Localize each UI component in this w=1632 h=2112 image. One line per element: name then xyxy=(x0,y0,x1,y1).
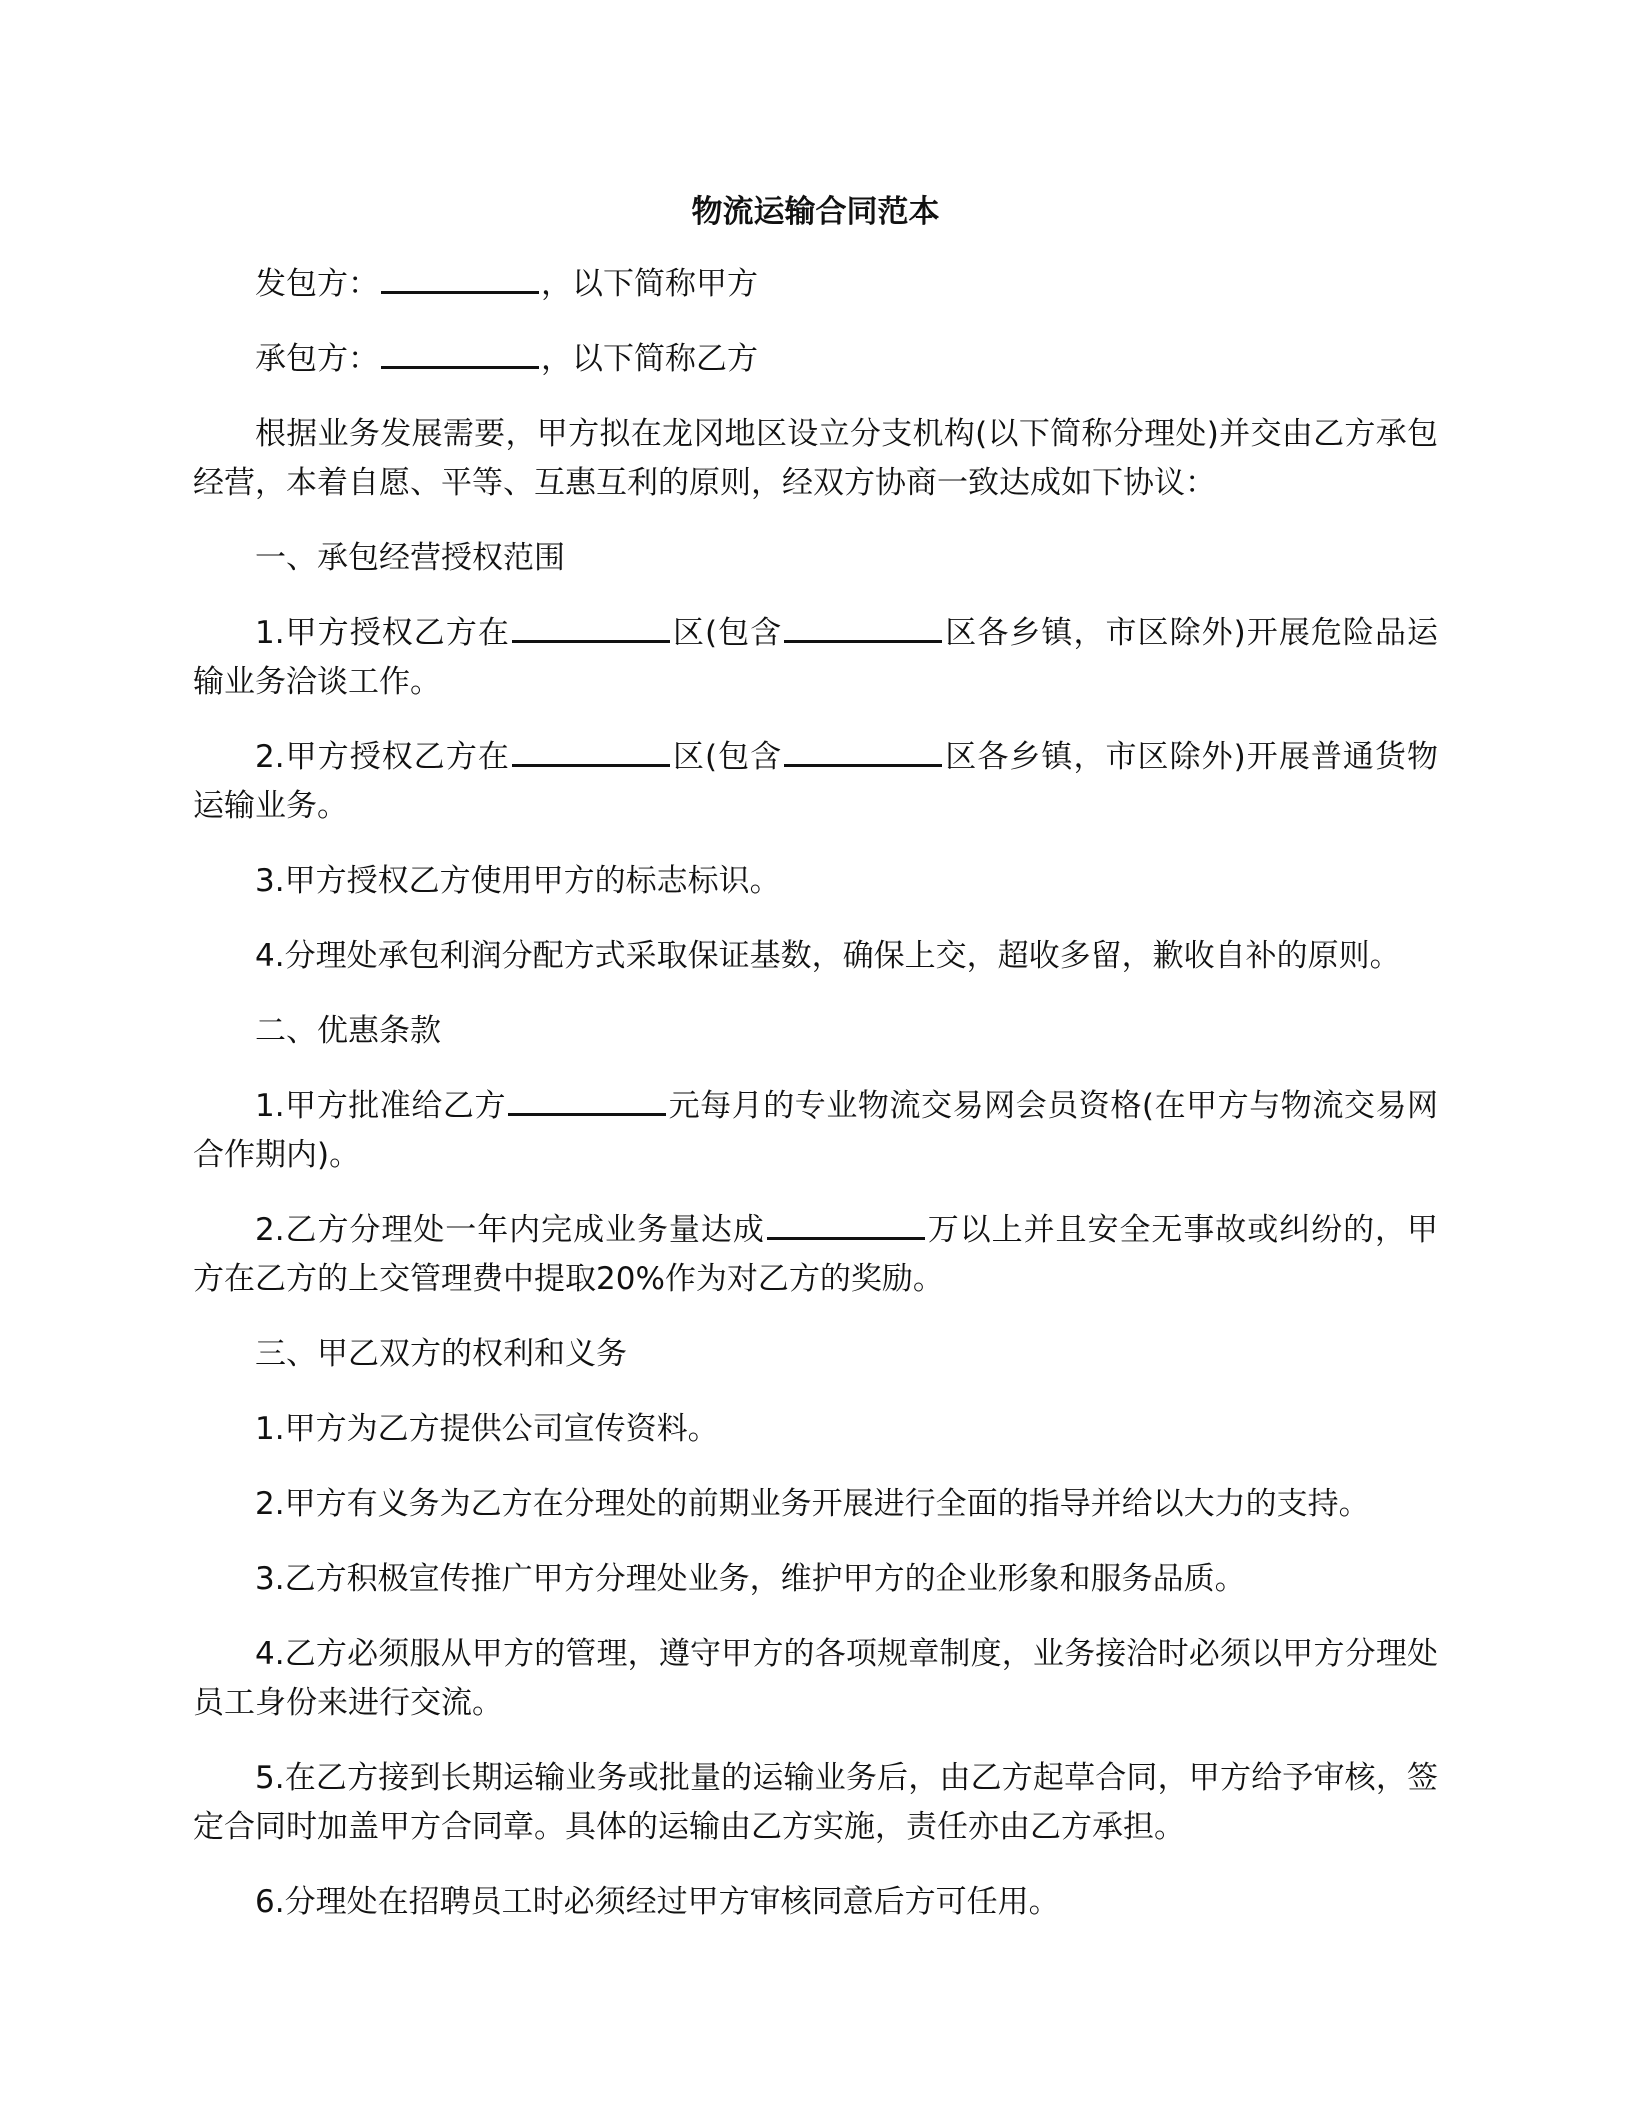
paragraph xyxy=(193,1330,1438,1379)
fill-in-blank xyxy=(512,614,670,643)
paragraph xyxy=(193,260,1438,309)
paragraph xyxy=(193,534,1438,583)
paragraph xyxy=(193,1630,1438,1728)
paragraph-text: 一、承包经营授权范围 xyxy=(255,540,565,576)
paragraph xyxy=(193,733,1438,831)
fill-in-blank xyxy=(508,1087,666,1116)
fill-in-blank xyxy=(767,1211,925,1240)
paragraph xyxy=(193,1754,1438,1852)
paragraph xyxy=(193,1206,1438,1304)
paragraph-text: 万以上并且安全无事故或纠纷的，甲方在乙方的上交管理费中提取20%作为对乙方的奖励。 xyxy=(193,1212,1439,1297)
paragraph-text: 根据业务发展需要，甲方拟在龙冈地区设立分支机构(以下简称分理处)并交由乙方承包经营，本着自愿、平等、互惠互利的原则，经双方协商一致达成如下协议： xyxy=(193,416,1438,501)
fill-in-blank xyxy=(381,340,539,369)
paragraph-text: 2.乙方分理处一年内完成业务量达成 xyxy=(255,1212,765,1248)
document-body xyxy=(193,190,1438,1953)
paragraph-text: 区(包含 xyxy=(671,739,783,775)
paragraph xyxy=(193,857,1438,906)
paragraph-text: ，以下简称甲方 xyxy=(541,266,758,302)
paragraph-text: 1.甲方批准给乙方 xyxy=(255,1088,507,1124)
paragraph xyxy=(193,410,1438,508)
paragraph-list xyxy=(193,260,1438,1927)
paragraph-text: 元每月的专业物流交易网会员资格(在甲方与物流交易网合作期内)。 xyxy=(193,1088,1439,1173)
paragraph-text: 1.甲方为乙方提供公司宣传资料。 xyxy=(255,1411,719,1447)
paragraph-text: 区各乡镇，市区除外)开展普通货物运输业务。 xyxy=(193,739,1438,824)
paragraph xyxy=(193,609,1438,707)
paragraph xyxy=(193,1405,1438,1454)
fill-in-blank xyxy=(784,738,942,767)
paragraph xyxy=(193,932,1438,981)
paragraph-text: 3.乙方积极宣传推广甲方分理处业务，维护甲方的企业形象和服务品质。 xyxy=(255,1561,1246,1597)
paragraph xyxy=(193,1082,1438,1180)
paragraph-text: 6.分理处在招聘员工时必须经过甲方审核同意后方可任用。 xyxy=(255,1884,1060,1920)
paragraph xyxy=(193,1480,1438,1529)
paragraph-text: 4.分理处承包利润分配方式采取保证基数，确保上交，超收多留，歉收自补的原则。 xyxy=(255,938,1401,974)
document-title: 物流运输合同范本 xyxy=(691,194,940,230)
paragraph-text: 2.甲方授权乙方在 xyxy=(255,739,510,775)
fill-in-blank xyxy=(512,738,670,767)
paragraph xyxy=(193,335,1438,384)
paragraph-text: 二、优惠条款 xyxy=(255,1013,441,1049)
paragraph xyxy=(193,1878,1438,1927)
paragraph-text: 1.甲方授权乙方在 xyxy=(255,615,510,651)
paragraph-text: 区各乡镇，市区除外)开展危险品运输业务洽谈工作。 xyxy=(193,615,1438,700)
fill-in-blank xyxy=(784,614,942,643)
paragraph-text: 3.甲方授权乙方使用甲方的标志标识。 xyxy=(255,863,781,899)
paragraph-text: 三、甲乙双方的权利和义务 xyxy=(255,1336,627,1372)
paragraph-text: 区(包含 xyxy=(671,615,783,651)
paragraph xyxy=(193,1555,1438,1604)
paragraph-text: ，以下简称乙方 xyxy=(541,341,758,377)
paragraph-text: 发包方： xyxy=(255,266,379,302)
paragraph xyxy=(193,1007,1438,1056)
paragraph-text: 5.在乙方接到长期运输业务或批量的运输业务后，由乙方起草合同，甲方给予审核，签定合同时加盖甲方合同章。具体的运输由乙方实施，责任亦由乙方承担。 xyxy=(193,1760,1438,1845)
paragraph-text: 2.甲方有义务为乙方在分理处的前期业务开展进行全面的指导并给以大力的支持。 xyxy=(255,1486,1370,1522)
paragraph-text: 4.乙方必须服从甲方的管理，遵守甲方的各项规章制度，业务接洽时必须以甲方分理处员工身份来进行交流。 xyxy=(193,1636,1438,1721)
paragraph-text: 承包方： xyxy=(255,341,379,377)
fill-in-blank xyxy=(381,265,539,294)
